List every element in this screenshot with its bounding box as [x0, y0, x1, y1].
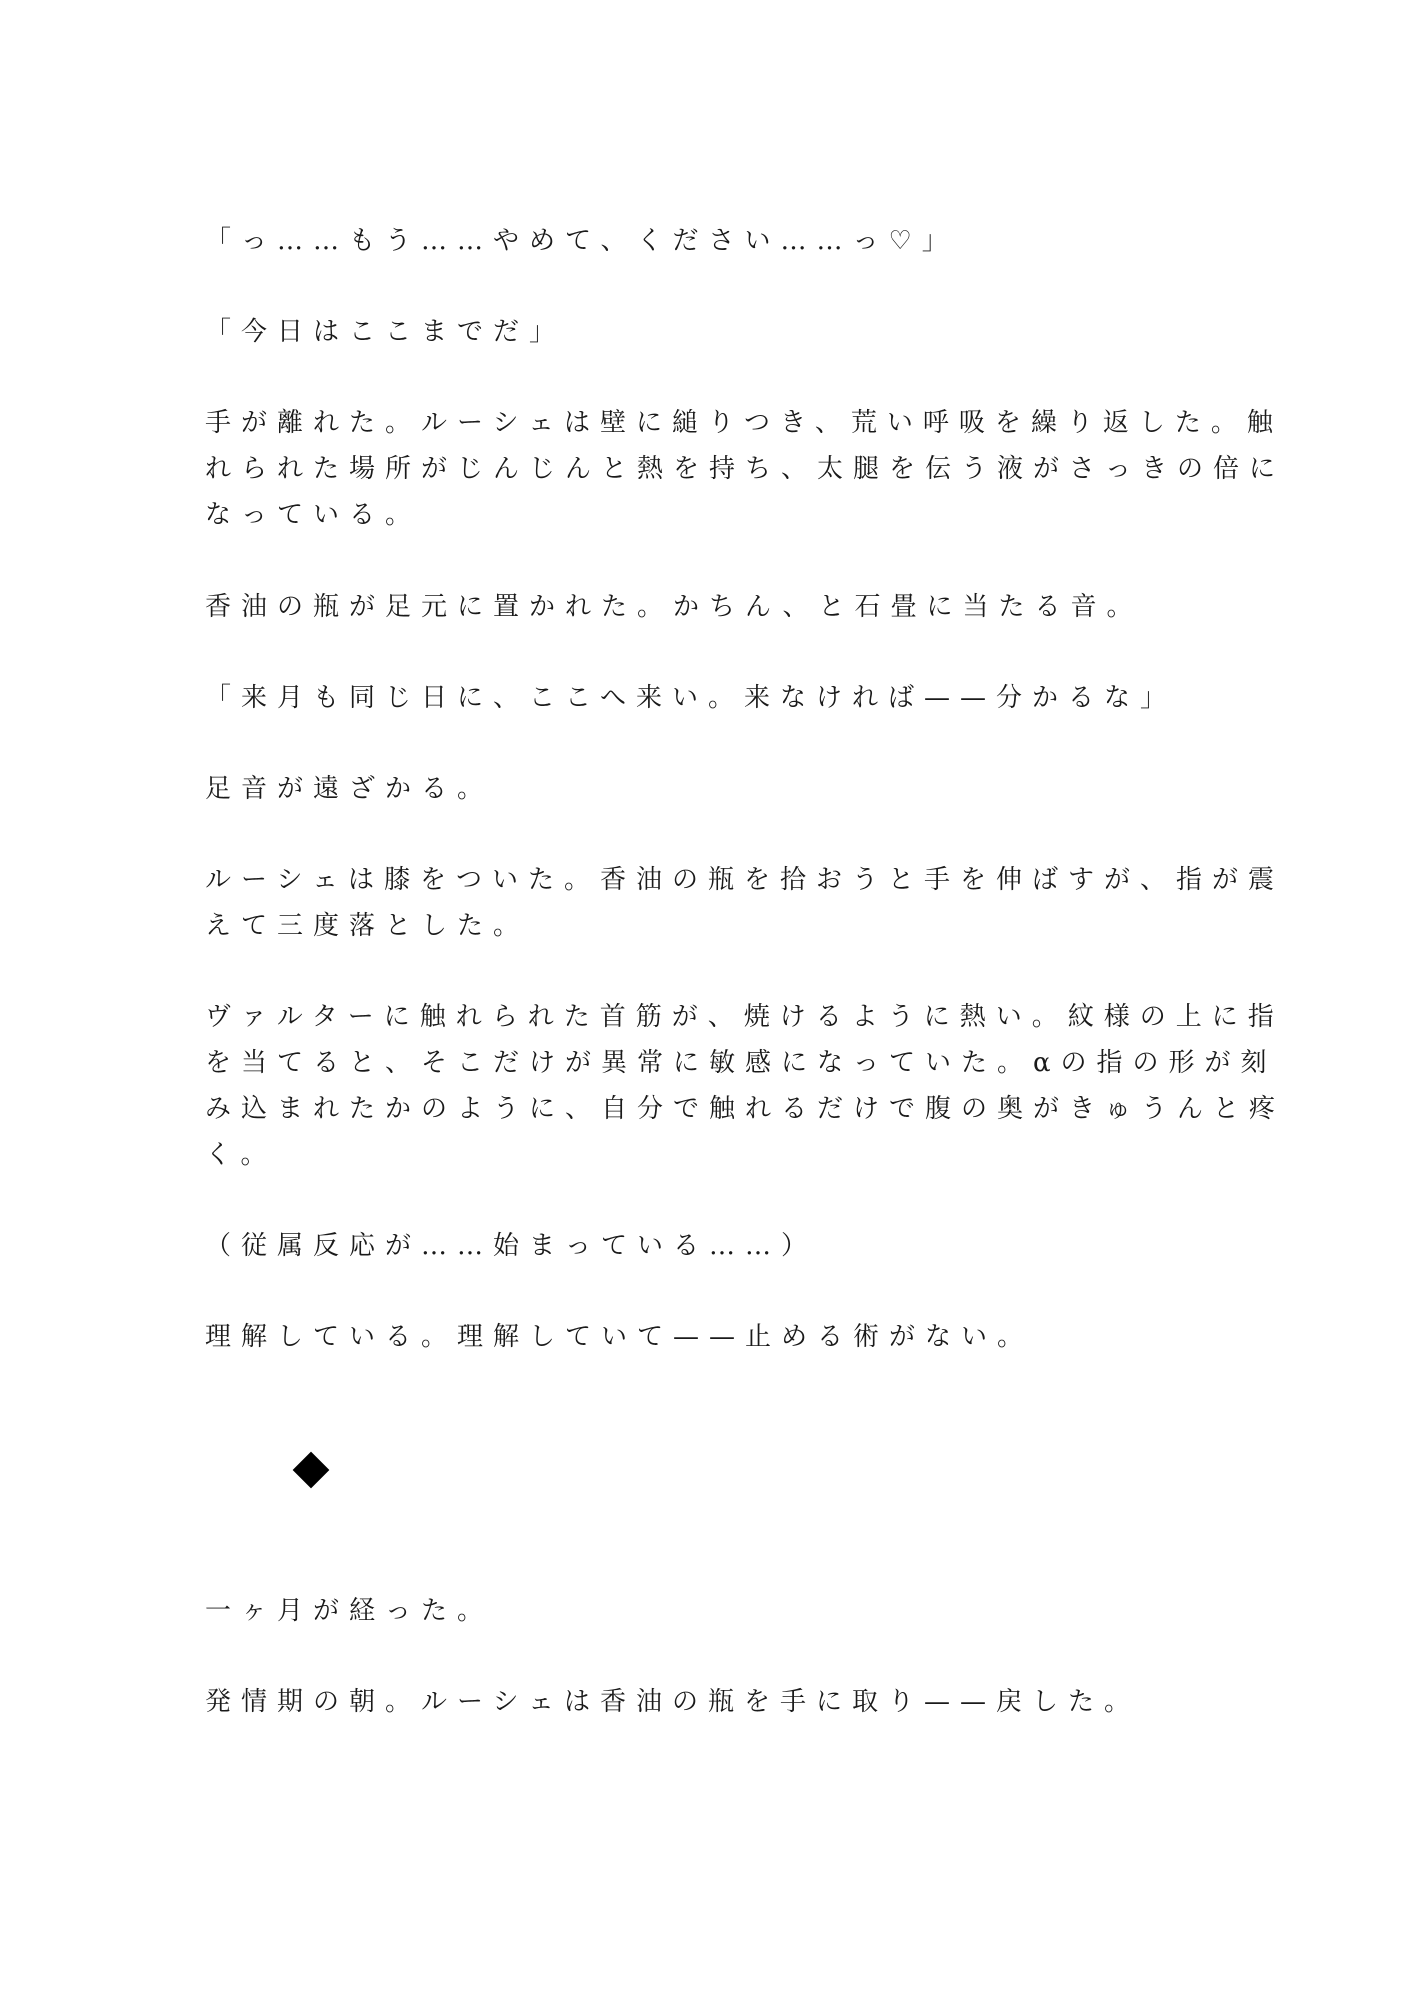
paragraph-8-line-2: を当てると、そこだけが異常に敏感になっていた。αの指の形が刻 [205, 1048, 1277, 1078]
paragraph-8-line-1: ヴァルターに触れられた首筋が、焼けるように熱い。紋様の上に指 [205, 1002, 1284, 1032]
paragraph-7-line-1: ルーシェは膝をついた。香油の瓶を拾おうと手を伸ばすが、指が震 [205, 865, 1284, 895]
paragraph-3-line-2: れられた場所がじんじんと熱を持ち、太腿を伝う液がさっきの倍に [205, 454, 1286, 484]
paragraph-3-line-3: なっている。 [205, 500, 422, 530]
paragraph-12-line-1: 発情期の朝。ルーシェは香油の瓶を手に取り——戻した。 [205, 1687, 1140, 1717]
diamond-icon [293, 1452, 330, 1489]
paragraph-2-line-1: 「今日はここまでだ」 [205, 317, 566, 347]
paragraph-1-line-1: 「っ……もう……やめて、ください……っ♡」 [205, 226, 958, 256]
paragraph-8-line-4: く。 [205, 1140, 277, 1170]
paragraph-5-line-1: 「来月も同じ日に、ここへ来い。来なければ——分かるな」 [205, 683, 1176, 713]
paragraph-4-line-1: 香油の瓶が足元に置かれた。かちん、と石畳に当たる音。 [205, 592, 1143, 622]
paragraph-9-line-1: （従属反応が……始まっている……） [205, 1231, 818, 1261]
paragraph-7-line-2: えて三度落とした。 [205, 911, 530, 941]
paragraph-10-line-1: 理解している。理解していて——止める術がない。 [205, 1322, 1034, 1352]
paragraph-3-line-1: 手が離れた。ルーシェは壁に縋りつき、荒い呼吸を繰り返した。触 [205, 408, 1283, 438]
paragraph-8-line-3: み込まれたかのように、自分で触れるだけで腹の奥がきゅうんと疼 [205, 1094, 1286, 1124]
paragraph-11-line-1: 一ヶ月が経った。 [205, 1596, 494, 1626]
paragraph-6-line-1: 足音が遠ざかる。 [205, 774, 494, 804]
